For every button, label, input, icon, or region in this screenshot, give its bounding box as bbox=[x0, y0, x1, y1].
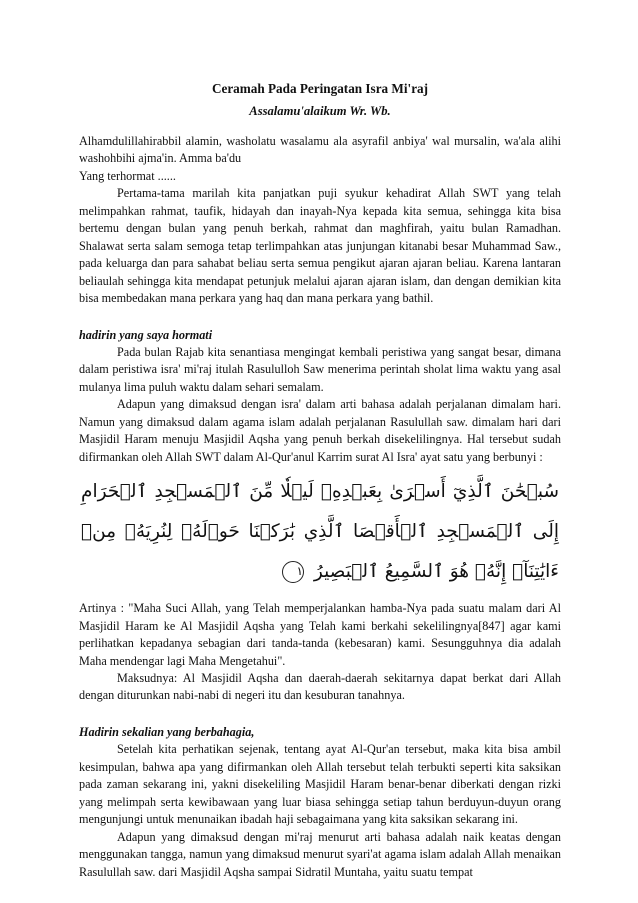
ayah-number-ornament: ١ bbox=[282, 561, 304, 583]
spacer bbox=[79, 308, 561, 317]
salutation-line: Yang terhormat ...... bbox=[79, 168, 176, 183]
paragraph-3: Adapun yang dimaksud dengan isra' dalam arti bahasa adalah perjalanan dimalam hari. Namun yang dimaksud dalam agama islam adalah perjalanan Rasulullah saw. dimalam hari dari Masjidil Haram menuju Masjidil Aqsha yang penuh berkah disekelilingnya. Hal tersebut sudah difirmankan oleh Allah SWT dalam Al-Qur'anul Karrim surat Al Isra' ayat satu yang berbunyi : bbox=[79, 397, 561, 464]
paragraph-4: Setelah kita perhatikan sejenak, tentang ayat Al-Qur'an tersebut, maka kita bisa ambil kesimpulan, bahwa apa yang difirmankan oleh Allah tersebut telah terbukti seperti kita saksikan pada zaman sekarang ini, yakni disekeliling Masjidil Haram benar-benar diberkati dengan rizki yang melimpah serta kewibawaan yang luar biasa sehingga setiap tahun berduyun-duyun orang mengunjungi untuk menunaikan ibadah haji sebagaimana yang kita saksikan sekarang ini. bbox=[79, 742, 561, 827]
section-heading-2: Hadirin sekalian yang berbahagia, bbox=[79, 724, 255, 739]
translation-paragraph: Artinya : "Maha Suci Allah, yang Telah memperjalankan hamba-Nya pada suatu malam dari Al Masjidil Haram ke Al Masjidil Aqsha yang Telah kami berkahi sekelilingnya[847] agar kami perlihatkan kepadanya sebagian dari tanda-tanda (kebesaran) kami. Sesungguhnya dia adalah Maha mendengar lagi Maha Mengetahui". bbox=[79, 601, 561, 668]
paragraph-2: Pada bulan Rajab kita senantiasa mengingat kembali peristiwa yang sangat besar, dimana dalam peristiwa isra' mi'raj itulah Rasululloh Saw menerima perintah sholat lima waktu yang asal mulanya lima puluh waktu dalam sehari semalam. bbox=[79, 344, 561, 394]
opening-paragraph: Alhamdulillahirabbil alamin, washolatu wasalamu ala asyrafil anbiya' wal mursalin, wa'ala alihi washohbihi ajma'in. Amma ba'du bbox=[79, 134, 561, 166]
document-title: Ceramah Pada Peringatan Isra Mi'raj bbox=[211, 81, 429, 96]
document-page bbox=[79, 80, 561, 881]
paragraph-1: Pertama-tama marilah kita panjatkan puji syukur kehadirat Allah SWT yang telah melimpahkan rahmat, taufik, hidayah dan inayah-Nya kepada kita semua, sehingga kita bisa bertemu dengan bulan yang penuh berkah, rahmat dan maghfirah, yaitu bulan Ramadhan. Shalawat serta salam semoga tetap terlimpahkan atas junjungan kitanabi besar Muhammad Saw., pada keluarga dan para sahabat beliau serta semua pengikut ajaran ajaran beliau. Karena lantaran beliaulah sehingga kita mendapat petunjuk melalui ajaran ajaran islam, dan dengan demikian kita bisa membedakan mana perkara yang haq dan mana perkara yang bathil. bbox=[79, 186, 561, 306]
paragraph-5: Adapun yang dimaksud dengan mi'raj menurut arti bahasa adalah naik keatas dengan menggunakan tangga, namun yang dimaksud menurut syari'at agama islam adalah Allah menaikan Rasulullah saw. dari Masjidil Aqsha sampai Sidratil Muntaha, yaitu suatu tempat bbox=[79, 829, 561, 879]
quran-verse-text: سُبۡحَٰنَ ٱلَّذِيٓ أَسۡرَىٰ بِعَبۡدِهِۦ لَيۡلٗا مِّنَ ٱلۡمَسۡجِدِ ٱلۡحَرَامِ إِلَى ٱلۡمَسۡجِدِ ٱلۡأَقۡصَا ٱلَّذِي بَٰرَكۡنَا حَوۡلَهُۥ لِنُرِيَهُۥ مِنۡ ءَايَٰتِنَآۚ إِنَّهُۥ هُوَ ٱلسَّمِيعُ ٱلۡبَصِيرُ bbox=[81, 481, 559, 583]
section-heading-1: hadirin yang saya hormati bbox=[79, 327, 213, 342]
explanation-paragraph: Maksudnya: Al Masjidil Aqsha dan daerah-daerah sekitarnya dapat berkat dari Allah dengan diturunkan nabi-nabi di negeri itu dan kesuburan tanahnya. bbox=[79, 670, 561, 703]
spacer bbox=[79, 705, 561, 714]
greeting: Assalamu'alaikum Wr. Wb. bbox=[249, 104, 391, 118]
quran-verse bbox=[81, 472, 559, 592]
